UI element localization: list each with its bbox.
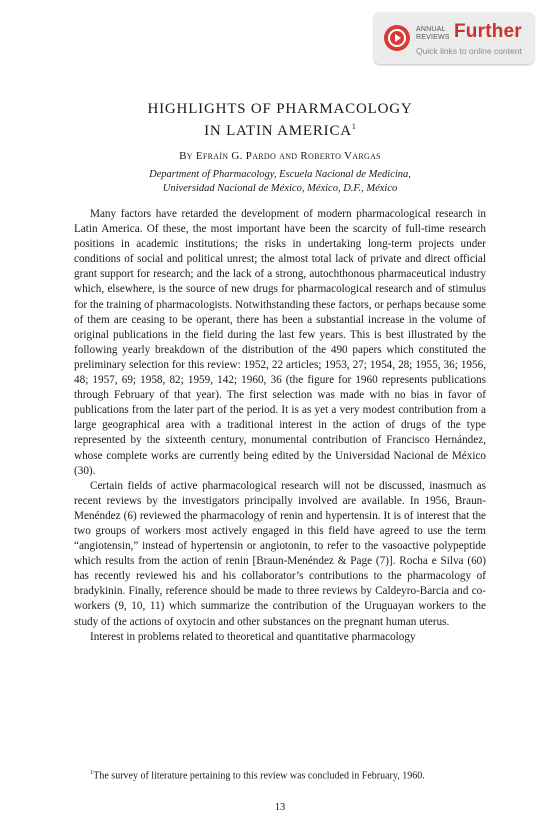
article-body [74, 207, 486, 645]
byline-prefix: By [179, 150, 193, 162]
paragraph-1: Many factors have retarded the development of modern pharmacological research in Latin America. Of these, the most important have been the scarcity of full-time research positions in academic institutions; the risks in undertaking long-term projects under conditions of social and political unrest; the almost total lack of private and direct official grant support for research; and the lack of a strong, autochthonous pharmaceutical industry which, elsewhere, is the source of new drugs for pharmacological research and of stimulus for the training of pharmacologists. Notwithstanding these factors, or perhaps because some of them are ceasing to be operant, there has been a substantial increase in the volume of original publications in the field during the last few years. This is best illustrated by the following yearly breakdown of the distribution of the 490 papers which constituted the preliminary selection for this review: 1952, 22 articles; 1953, 27; 1954, 28; 1955, 36; 1956, 48; 1957, 69; 1958, 82; 1959, 142; 1960, 36 (the figure for 1960 represents publications through February of that year). The first selection was made with no bias in favor of publications from the later part of the period. It is as yet a very modest contribution from a large geographical area with a traditional interest in the action of drugs of the type represented by the sixteenth century, monumental contribution of Francisco Hernández, whose complete works are currently being edited by the Universidad Nacional de México (30). [74, 208, 486, 477]
annual-reviews-logo: ANNUAL REVIEWS [416, 26, 450, 41]
title-footnote-mark: 1 [351, 122, 356, 131]
footnote-mark: 1 [90, 769, 94, 776]
author-byline [0, 150, 560, 162]
play-circle-icon [384, 25, 410, 51]
further-label: Further [454, 21, 522, 42]
footnote-text: The survey of literature pertaining to this review was concluded in February, 1960. [93, 770, 425, 782]
affiliation-line2: Universidad Nacional de México, México, D.F., México [162, 183, 398, 194]
article-title-line1: HIGHLIGHTS OF PHARMACOLOGY [147, 101, 413, 117]
author-names: Efraín G. Pardo and Roberto Vargas [195, 150, 381, 162]
page-number: 13 [274, 802, 286, 813]
article-title-line2: IN LATIN AMERICA$^1$ [204, 122, 356, 139]
paragraph-3: Interest in problems related to theoretical and quantitative pharmacology [90, 630, 416, 643]
footnote [74, 766, 486, 782]
quick-links-tagline: Quick links to online content [416, 46, 522, 56]
affiliation-line1: Department of Pharmacology, Escuela Nacional de Medicina, [149, 169, 411, 180]
paragraph-2: Certain fields of active pharmacological research will not be discussed, inasmuch as recent reviews by the investigators principally involved are available. In 1956, Braun-Menéndez (6) reviewed the pharmacology of renin and hypertensin. It is of interest that the two groups of workers most actively engaged in this field have agreed to use the term “angiotensin,” instead of hypertensin or angiotonin, to refer to the vasoactive polypeptide which results from the action of renin [Braun-Menéndez & Page (7)]. Rocha e Silva (60) has recently reviewed his and his collaborator’s contributions to the pharmacology of bradykinin. Finally, reference should be made to three reviews by Caldeyro-Barcia and co-workers (9, 10, 11) which summarize the contribution of the Uruguayan workers to the study of the actions of oxytocin and other substances on the pregnant human uterus. [74, 479, 486, 628]
further-badge[interactable] [374, 12, 534, 64]
